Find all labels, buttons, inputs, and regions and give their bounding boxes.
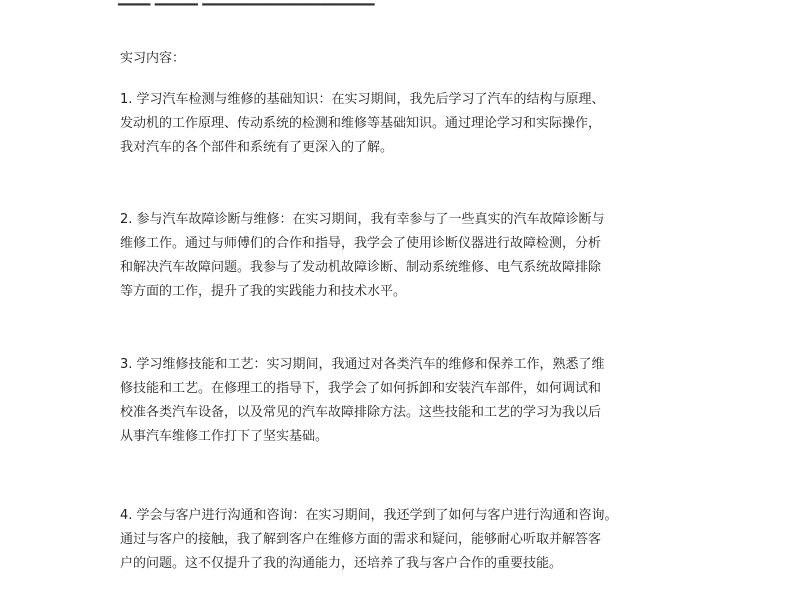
paragraph-line: 维修工作。通过与师傅们的合作和指导，我学会了使用诊断仪器进行故障检测，分析 — [120, 236, 602, 251]
paragraph-line: 等方面的工作，提升了我的实践能力和技术水平。 — [120, 284, 407, 299]
paragraph-line: 发动机的工作原理、传动系统的检测和维修等基础知识。通过理论学习和实际操作， — [120, 116, 602, 131]
paragraph-line: 从事汽车维修工作打下了坚实基础。 — [120, 429, 329, 444]
cropped-top-text — [118, 0, 375, 5]
paragraph-1 — [120, 88, 680, 160]
paragraph-line: 通过与客户的接触，我了解到客户在维修方面的需求和疑问，能够耐心听取并解答客 — [120, 532, 602, 547]
paragraph-4 — [120, 504, 680, 576]
paragraph-2 — [120, 208, 680, 304]
paragraph-line: 和解决汽车故障问题。我参与了发动机故障诊断、制动系统维修、电气系统故障排除 — [120, 260, 602, 275]
paragraph-line: 1. 学习汽车检测与维修的基础知识：在实习期间，我先后学习了汽车的结构与原理、 — [120, 92, 605, 107]
section-title: 实习内容： — [120, 51, 186, 66]
paragraph-line: 户的问题。这不仅提升了我的沟通能力，还培养了我与客户合作的重要技能。 — [120, 556, 563, 571]
paragraph-3 — [120, 353, 680, 449]
paragraph-line: 校准各类汽车设备，以及常见的汽车故障排除方法。这些技能和工艺的学习为我以后 — [120, 405, 602, 420]
paragraph-line: 3. 学习维修技能和工艺：实习期间，我通过对各类汽车的维修和保养工作，熟悉了维 — [120, 357, 605, 372]
paragraph-line: 2. 参与汽车故障诊断与维修：在实习期间，我有幸参与了一些真实的汽车故障诊断与 — [120, 212, 605, 227]
paragraph-line: 我对汽车的各个部件和系统有了更深入的了解。 — [120, 140, 394, 155]
paragraph-line: 修技能和工艺。在修理工的指导下，我学会了如何拆卸和安装汽车部件，如何调试和 — [120, 381, 602, 396]
paragraph-line: 4. 学会与客户进行沟通和咨询：在实习期间，我还学到了如何与客户进行沟通和咨询。 — [120, 508, 618, 523]
